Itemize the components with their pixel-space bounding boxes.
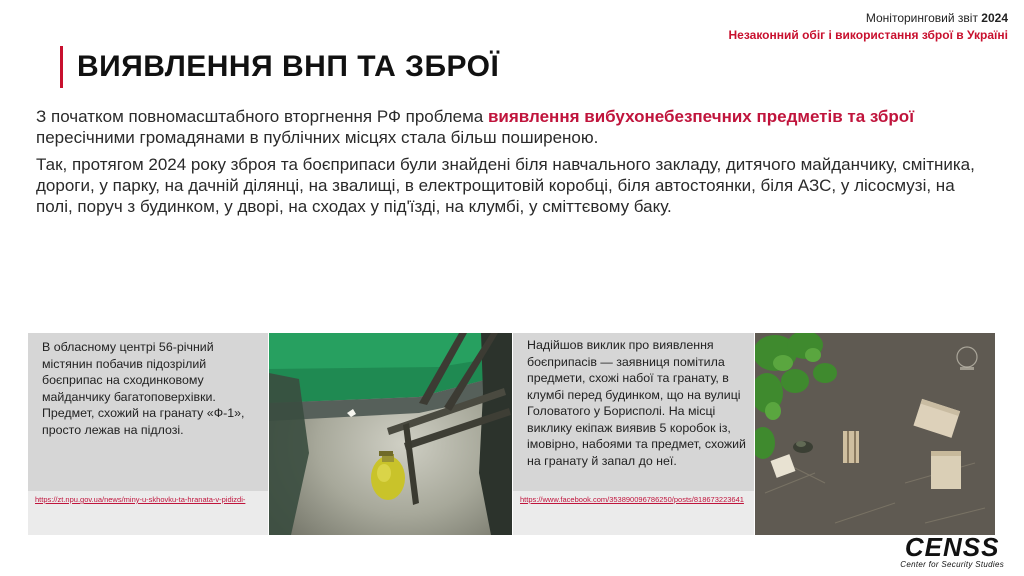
report-year: 2024 (981, 11, 1008, 25)
logo-wordmark: CENSS (904, 532, 1000, 562)
locations-paragraph: Так, протягом 2024 року зброя та боєприпаси були знайдені біля навчального закладу, дитячого майданчику, смітника, дороги, у парку, на дачній ділянці, на звалищі, в електрощитовій коробці, біля автостоянки, біля АЗС, у лісосмузі, на полі, поруч з будинком, у дворі, на сходах у під'їзді, на клумбі, у сміттєвому баку. (36, 155, 975, 216)
case-2-source-link[interactable]: https://www.facebook.com/353890096786250/posts/818673223641 (520, 495, 744, 504)
page-title: ВИЯВЛЕННЯ ВНП ТА ЗБРОЇ (77, 50, 500, 83)
censs-logo (900, 534, 1004, 570)
grenade-photo (269, 333, 512, 535)
intro-text-end: пересічними громадянами в публічних місцях стала більш поширеною. (36, 128, 599, 147)
logo-tagline: Center for Security Studies (900, 560, 1004, 569)
page-title-block (60, 46, 499, 88)
intro-paragraph (36, 106, 996, 148)
report-title-text: Моніторинговий звіт (865, 11, 982, 25)
case-1-footer (28, 491, 268, 535)
grenade-photo-illustration (269, 333, 512, 535)
case-card-2 (513, 333, 754, 535)
case-card-1 (28, 333, 268, 535)
intro-highlight: виявлення вибухонебезпечних предметів та зброї (487, 107, 914, 126)
report-header (729, 10, 1009, 44)
ammunition-boxes-photo (755, 333, 995, 535)
ammunition-boxes-illustration (755, 333, 995, 535)
case-2-footer (513, 491, 754, 535)
intro-text-start: З початком повномасштабного вторгнення РФ проблема (36, 107, 488, 126)
title-accent-bar (60, 46, 63, 88)
report-title (729, 10, 1009, 26)
case-2-text: Надійшов виклик про виявлення боєприпасів — заявниця помітила предмети, схожі набої та гранату, в клумбі перед будинком, що на вулиці Головатого у Борисполі. На місці виклику екіпаж виявив 5 коробок із, імовірно, набоями та предмет, схожий на гранату й запал до неї. (527, 338, 746, 468)
case-1-text: В обласному центрі 56-річний містянин побачив підозрілий боєприпас на сходинковому майданчику багатоповерхівки. Предмет, схожий на гранату «Ф-1», просто лежав на підлозі. (42, 340, 245, 437)
report-subtitle: Незаконний обіг і використання зброї в Україні (728, 28, 1008, 42)
case-1-source-link[interactable]: https://zt.npu.gov.ua/news/miny-u-skhovku-ta-hranata-v-pidizdi- (35, 495, 246, 504)
